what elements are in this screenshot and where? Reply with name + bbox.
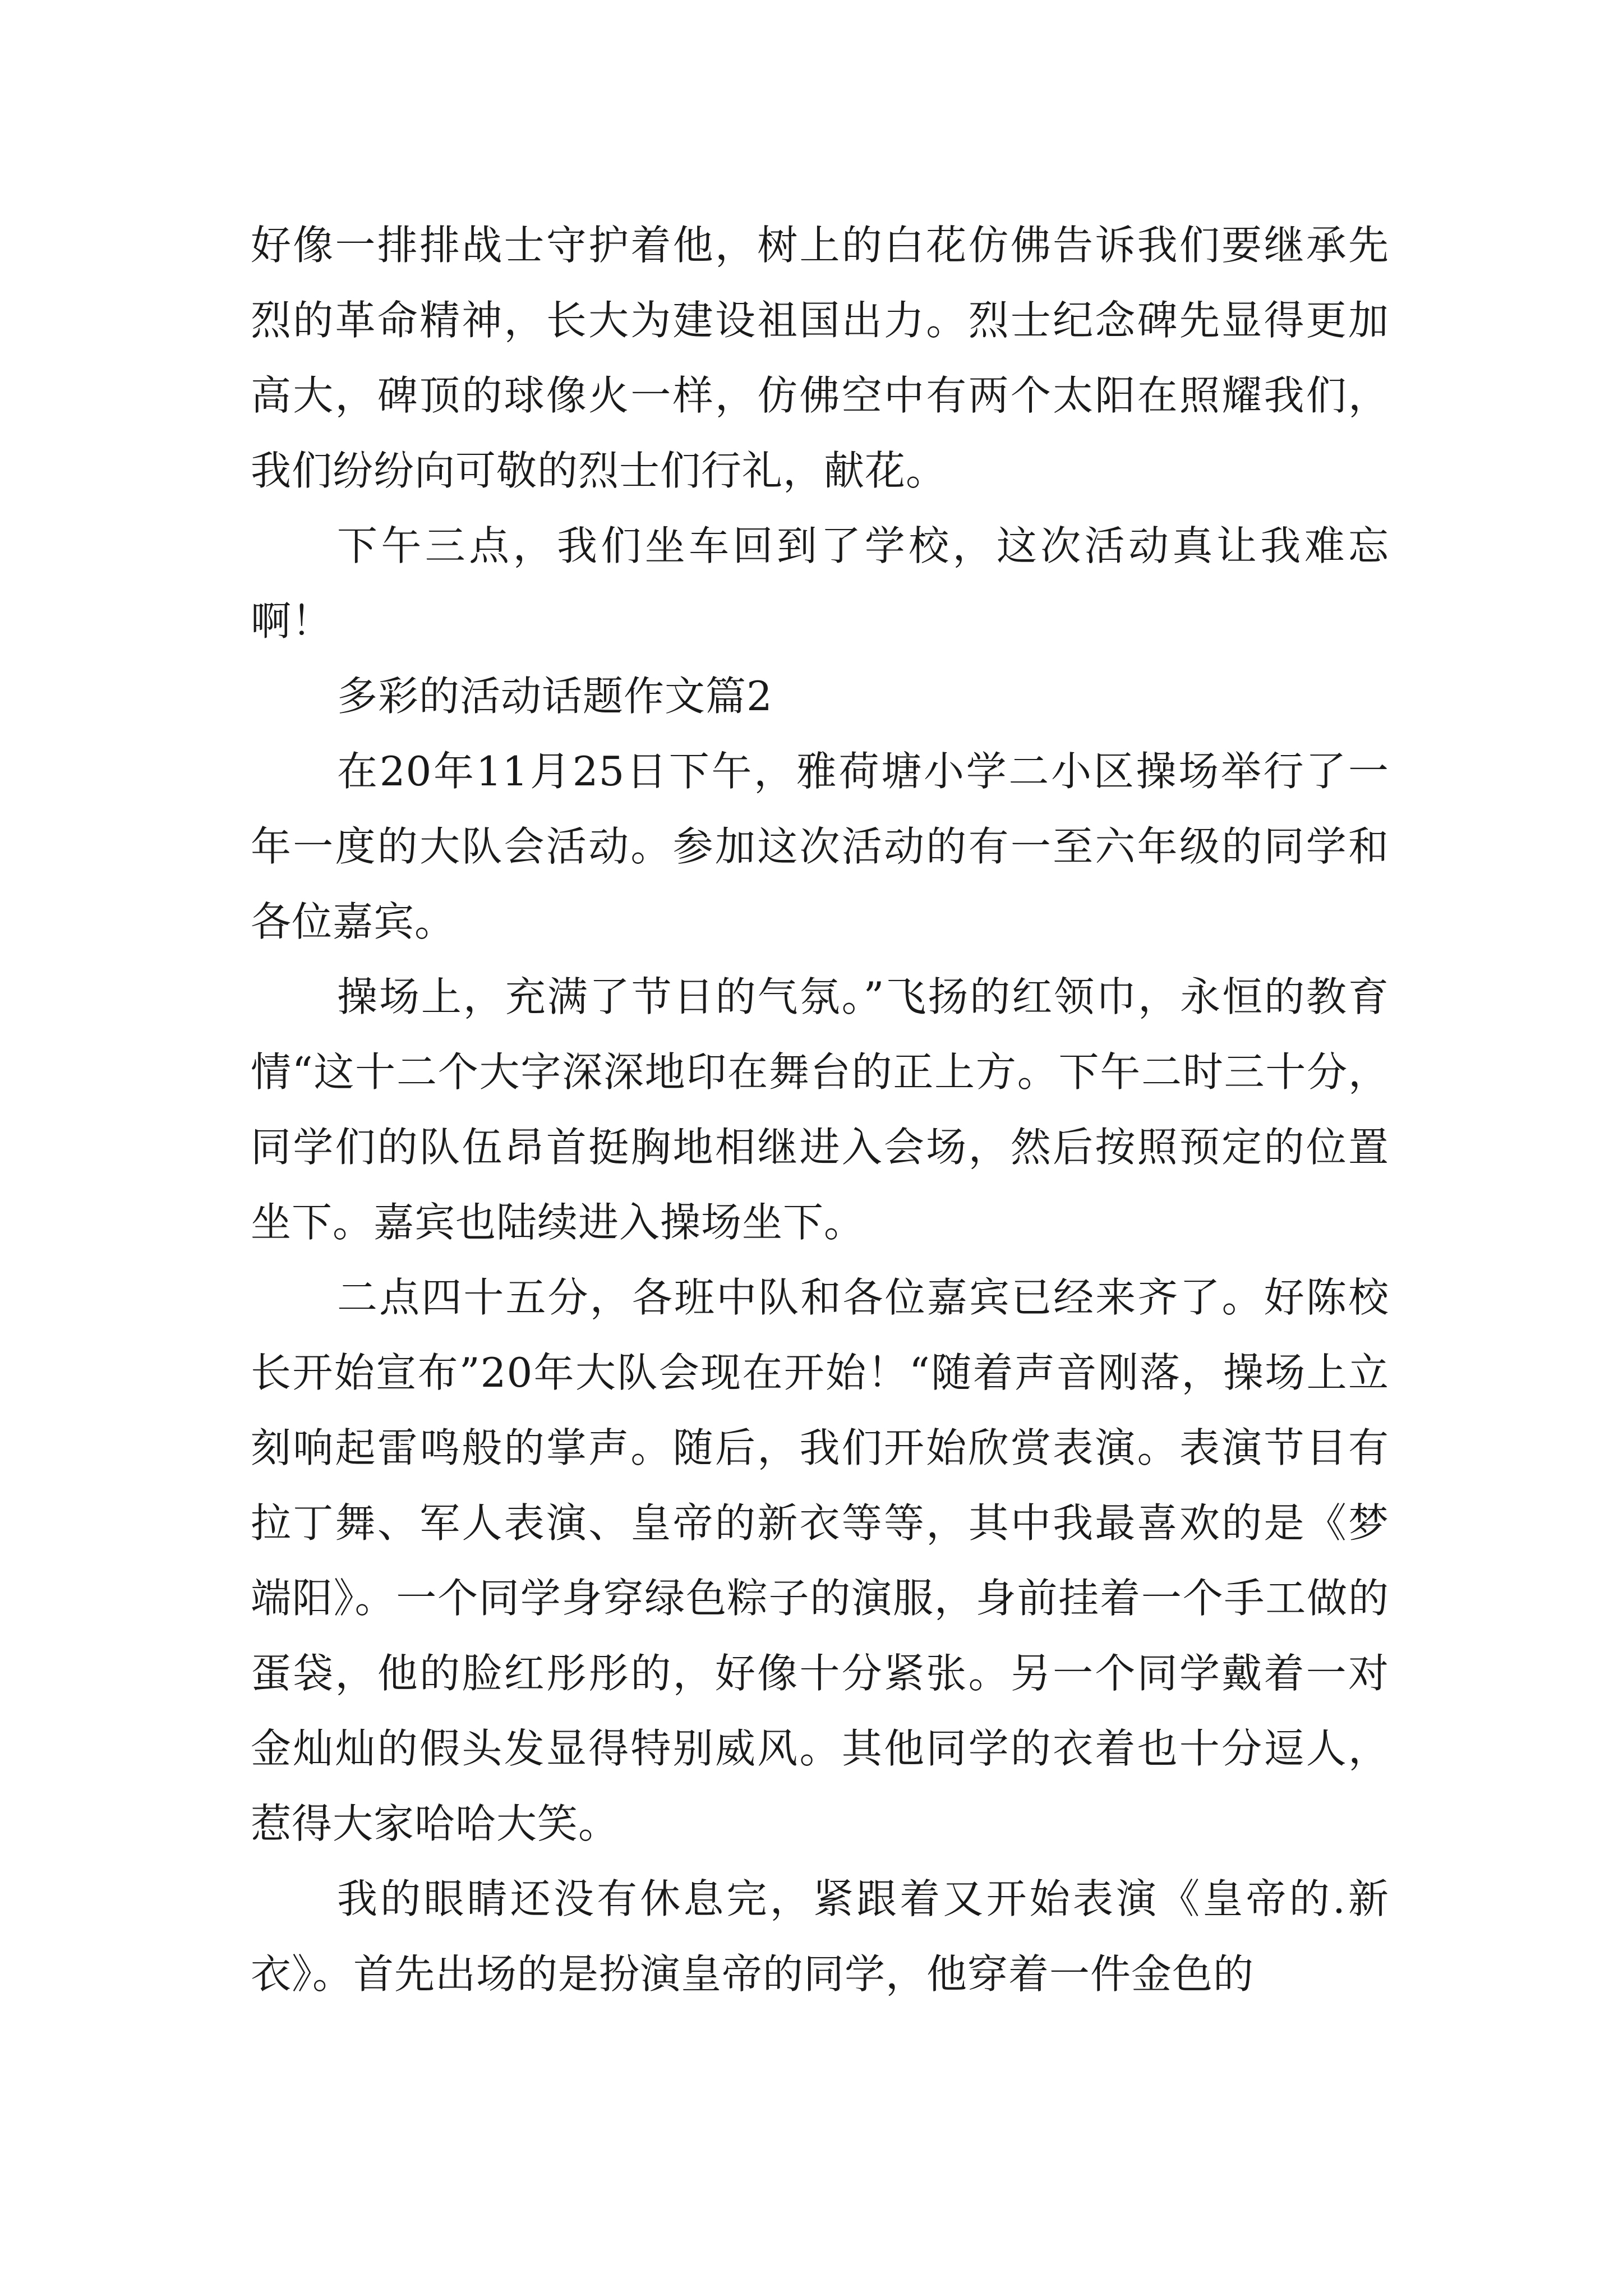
section-heading: 多彩的活动话题作文篇2	[337, 673, 773, 720]
paragraph: 下午三点，我们坐车回到了学校，这次活动真让我难忘啊！	[251, 522, 1389, 645]
paragraph: 操场上，充满了节日的气氛。”飞扬的红领巾，永恒的教育情“这十二个大字深深地印在舞台的正上方。下午二时三十分，同学们的队伍昂首挺胸地相继进入会场，然后按照预定的位置坐下。嘉宾也陆续进入操场坐下。	[251, 973, 1389, 1246]
paragraph: 我的眼睛还没有休息完，紧跟着又开始表演《皇帝的.新衣》。首先出场的是扮演皇帝的同学，他穿着一件金色的	[251, 1875, 1389, 1998]
document-body	[251, 208, 1389, 2012]
paragraph: 在20年11月25日下午，雅荷塘小学二小区操场举行了一年一度的大队会活动。参加这次活动的有一至六年级的同学和各位嘉宾。	[251, 748, 1389, 945]
paragraph: 二点四十五分，各班中队和各位嘉宾已经来齐了。好陈校长开始宣布”20年大队会现在开始！“随着声音刚落，操场上立刻响起雷鸣般的掌声。随后，我们开始欣赏表演。表演节目有拉丁舞、军人表演、皇帝的新衣等等，其中我最喜欢的是《梦端阳》。一个同学身穿绿色粽子的演服，身前挂着一个手工做的蛋袋，他的脸红彤彤的，好像十分紧张。另一个同学戴着一对金灿灿的假头发显得特别威风。其他同学的衣着也十分逗人，惹得大家哈哈大笑。	[251, 1274, 1389, 1847]
paragraph-continuation: 好像一排排战士守护着他，树上的白花仿佛告诉我们要继承先烈的革命精神，长大为建设祖国出力。烈士纪念碑先显得更加高大，碑顶的球像火一样，仿佛空中有两个太阳在照耀我们，我们纷纷向可敬的烈士们行礼，献花。	[251, 222, 1389, 494]
